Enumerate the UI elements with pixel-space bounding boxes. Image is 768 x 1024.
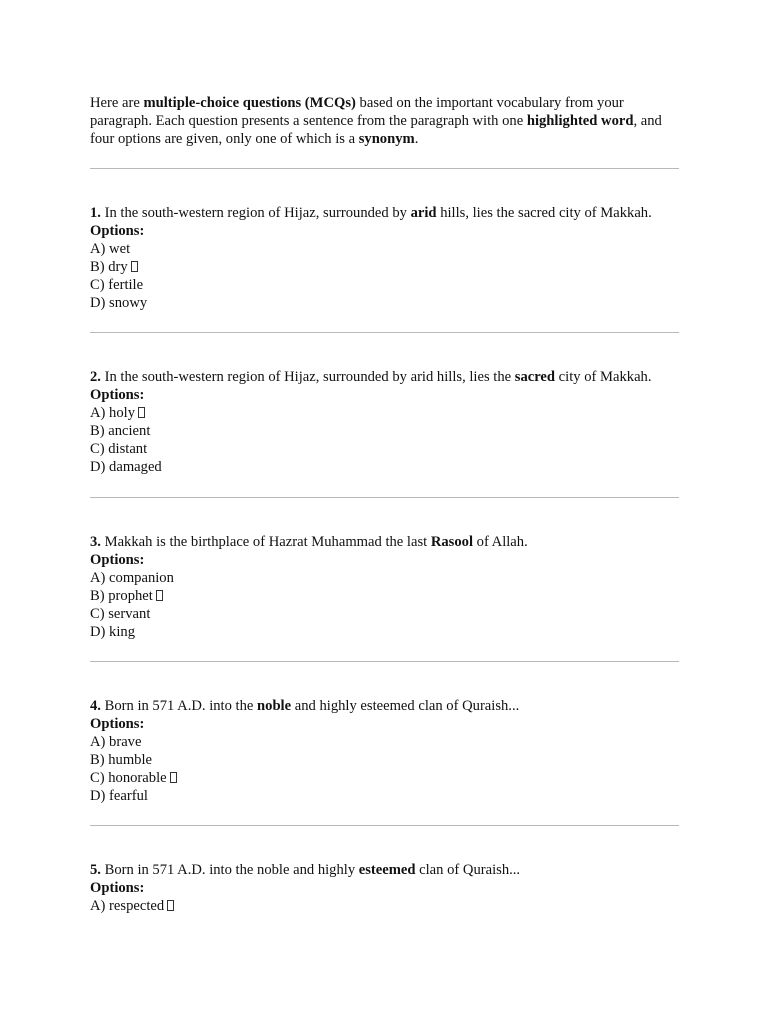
- divider: [90, 332, 679, 333]
- question-number: 4.: [90, 698, 101, 714]
- option-b: B) ancient: [90, 423, 151, 439]
- options-label: Options:: [90, 880, 145, 896]
- option-d: D) king: [90, 624, 135, 640]
- highlighted-word: sacred: [514, 369, 556, 385]
- option-b: B) prophet: [90, 588, 153, 604]
- option-b: B) humble: [90, 752, 153, 768]
- intro-bold-highlighted-word: highlighted word: [526, 113, 634, 129]
- question-text-part: and highly esteemed clan of Quraish...: [291, 698, 520, 714]
- option-c: C) fertile: [90, 277, 144, 293]
- question-text-part: In the south-western region of Hijaz, surrounded by: [100, 205, 411, 221]
- question-text-part: Makkah is the birthplace of Hazrat Muhammad the last: [100, 534, 431, 550]
- option-a: A) respected: [90, 898, 165, 914]
- question-text: [90, 697, 690, 715]
- question-3: [90, 533, 690, 641]
- question-text-part: Born in 571 A.D. into the noble and highly: [100, 862, 359, 878]
- option-d: D) snowy: [90, 295, 148, 311]
- question-text: [90, 368, 690, 386]
- question-text: [90, 533, 690, 551]
- question-2: [90, 368, 690, 476]
- options-label: Options:: [90, 223, 145, 239]
- check-icon: [138, 407, 145, 418]
- options-label: Options:: [90, 716, 145, 732]
- check-icon: [131, 261, 138, 272]
- option-a: A) companion: [90, 570, 174, 586]
- question-text-part: hills, lies the sacred city of Makkah.: [436, 205, 652, 221]
- options-label: Options:: [90, 552, 145, 568]
- intro-text: , and four options are given, only one of which is a: [90, 113, 662, 147]
- option-c: C) servant: [90, 606, 151, 622]
- option-c: C) honorable: [90, 770, 167, 786]
- check-icon: [156, 590, 163, 601]
- intro-text: Here are: [90, 95, 144, 111]
- option-d: D) fearful: [90, 788, 148, 804]
- options-label: Options:: [90, 387, 145, 403]
- question-text-part: of Allah.: [473, 534, 528, 550]
- intro-bold-mcqs: multiple-choice questions (MCQs): [143, 95, 356, 111]
- question-number: 2.: [90, 369, 101, 385]
- option-b: B) dry: [90, 259, 128, 275]
- question-text: [90, 204, 690, 222]
- option-a: A) brave: [90, 734, 142, 750]
- question-5: [90, 861, 690, 915]
- check-icon: [170, 772, 177, 783]
- option-c: C) distant: [90, 441, 148, 457]
- intro-text: .: [414, 131, 419, 147]
- question-text-part: city of Makkah.: [555, 369, 652, 385]
- divider: [90, 168, 679, 169]
- question-text-part: clan of Quraish...: [415, 862, 521, 878]
- divider: [90, 661, 679, 662]
- intro-paragraph: [90, 94, 680, 148]
- question-text-part: In the south-western region of Hijaz, surrounded by arid hills, lies the: [100, 369, 515, 385]
- question-text-part: Born in 571 A.D. into the: [100, 698, 258, 714]
- check-icon: [167, 900, 174, 911]
- divider: [90, 825, 679, 826]
- question-4: [90, 697, 690, 805]
- question-1: [90, 204, 690, 312]
- highlighted-word: Rasool: [430, 534, 474, 550]
- intro-bold-synonym: synonym: [358, 131, 415, 147]
- question-text: [90, 861, 690, 879]
- option-a: A) holy: [90, 405, 135, 421]
- highlighted-word: arid: [410, 205, 437, 221]
- option-a: A) wet: [90, 241, 131, 257]
- highlighted-word: noble: [257, 698, 292, 714]
- highlighted-word: esteemed: [358, 862, 416, 878]
- question-number: 3.: [90, 534, 101, 550]
- divider: [90, 497, 679, 498]
- intro-text: based on the important vocabulary from your paragraph. Each question presents a sentence from the paragraph with one: [90, 95, 624, 129]
- question-number: 1.: [90, 205, 101, 221]
- option-d: D) damaged: [90, 459, 162, 475]
- question-number: 5.: [90, 862, 101, 878]
